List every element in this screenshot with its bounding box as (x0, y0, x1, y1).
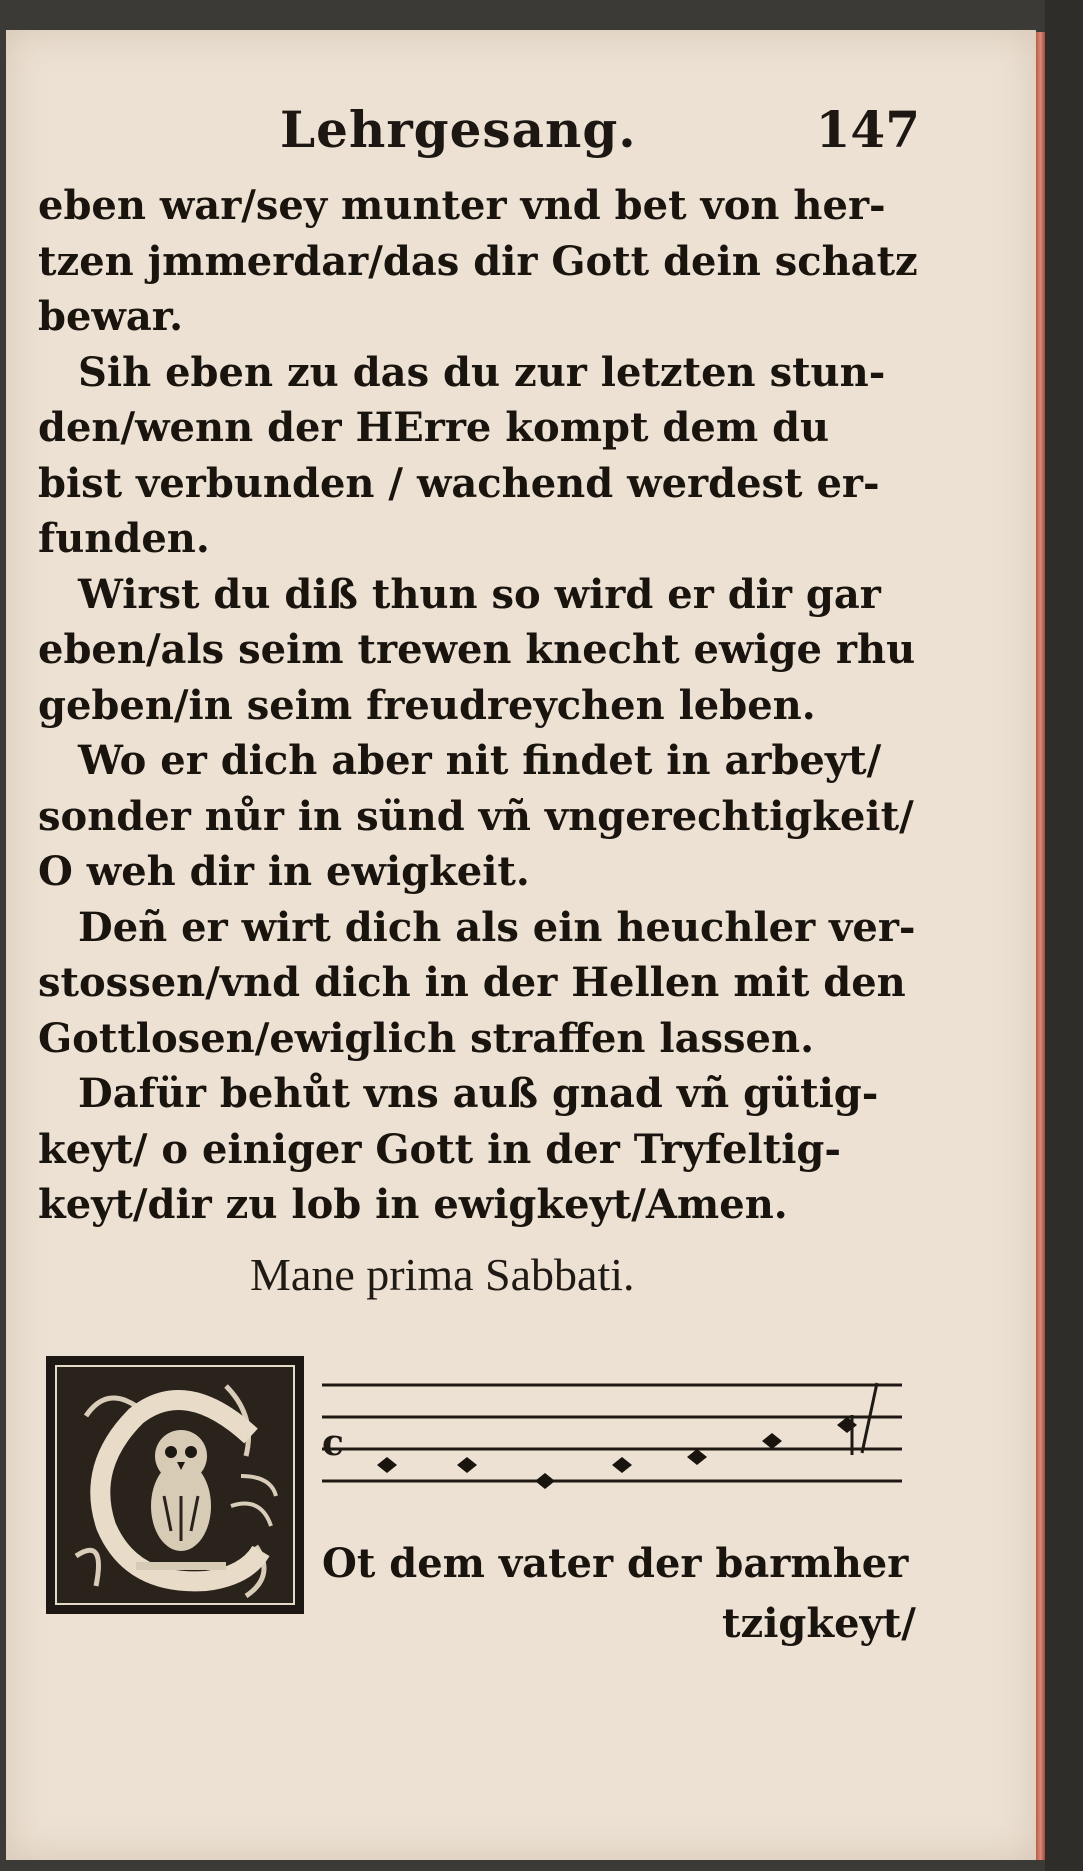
page-header (280, 100, 920, 170)
body-text (38, 178, 918, 1233)
text-line: geben/in seim freudreychen leben. (38, 681, 816, 729)
text-line: keyt/ o einiger Gott in der Tryfeltig- (38, 1125, 841, 1173)
closing-text-line: Ot dem vater der barmher (322, 1540, 909, 1587)
decorated-initial-owl-icon (46, 1356, 304, 1614)
music-staff (322, 1375, 914, 1510)
text-line: Dafür behůt vns auß gnad vñ gütig- (78, 1070, 879, 1117)
text-line: funden. (38, 515, 210, 562)
page-edge (1036, 32, 1045, 1860)
page-number: 147 (815, 100, 920, 159)
text-line: O weh dir in ewigkeit. (38, 848, 530, 895)
text-line: Gottlosen/ewiglich straffen lassen. (38, 1014, 815, 1062)
text-line: bewar. (38, 293, 184, 340)
text-line: Sih eben zu das du zur letzten stun- (78, 348, 886, 396)
text-line: tzen jmmerdar/das dir Gott dein schatz (38, 237, 918, 285)
text-line: den/wenn der HErre kompt dem du (38, 404, 830, 451)
text-line: bist verbunden / wachend werdest er- (38, 459, 880, 507)
text-line: stossen/vnd dich in der Hellen mit den (38, 959, 906, 1006)
text-line: Wo er dich aber nit findet in arbeyt/ (78, 737, 882, 784)
text-line: eben war/sey munter vnd bet von her- (38, 182, 886, 229)
svg-text:c: c (322, 1422, 344, 1464)
closing-text-line: tzigkeyt/ (722, 1600, 916, 1647)
running-head: Lehrgesang. (280, 100, 637, 159)
text-line: keyt/dir zu lob in ewigkeyt/Amen. (38, 1181, 788, 1228)
text-line: eben/als seim trewen knecht ewige rhu (38, 626, 916, 673)
text-line: Deñ er wirt dich als ein heuchler ver- (78, 903, 916, 951)
section-subtitle: Mane prima Sabbati. (250, 1249, 635, 1300)
text-line: Wirst du diß thun so wird er dir gar (78, 570, 881, 618)
background-edge (1045, 0, 1083, 1871)
text-line: sonder nůr in sünd vñ vngerechtigkeit/ (38, 792, 914, 840)
